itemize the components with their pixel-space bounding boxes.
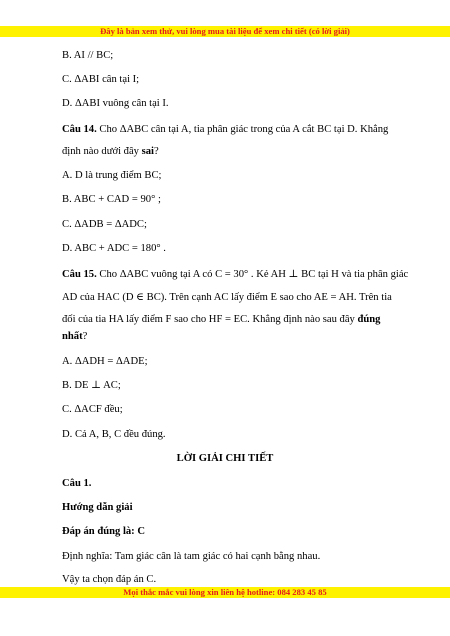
q15-question-line3 (62, 313, 380, 326)
q15-keyword2: nhất (62, 331, 83, 342)
q14-qmark: ? (153, 146, 159, 157)
q14-keyword: sai (141, 146, 154, 157)
q14-option-d: D. ABC + ADC = 180° . (62, 243, 166, 254)
q14-text2: định nào dưới đây (62, 146, 142, 157)
q14-question-line1 (62, 123, 388, 136)
q15-option-c: C. ΔACF đều; (62, 404, 123, 415)
q15-label: Câu 15. (62, 269, 97, 280)
q15-option-b: B. DE ⊥ AC; (62, 380, 121, 391)
q15-question-line1 (62, 268, 408, 281)
q15-qmark: ? (82, 331, 88, 342)
preview-banner-text: Đây là bản xem thử, vui lòng mua tài liệu để xem chi tiết (có lời giải) (100, 26, 350, 36)
hotline-banner (0, 587, 450, 598)
solution-guide-heading: Hướng dẫn giải (62, 502, 133, 513)
q14-option-a: A. D là trung điểm BC; (62, 170, 162, 181)
solution-definition: Định nghĩa: Tam giác cân là tam giác có hai cạnh bằng nhau. (62, 551, 321, 562)
q14-text: Cho ΔABC cân tại A, tia phân giác trong của A cắt BC tại D. Khẳng (96, 124, 389, 135)
solution-answer: Đáp án đúng là: C (62, 526, 146, 537)
q13-option-b: B. AI // BC; (62, 50, 114, 61)
solution-title: LỜI GIẢI CHI TIẾT (176, 453, 274, 464)
q15-question-line2: AD của HAC (D ∈ BC). Trên cạnh AC lấy điểm E sao cho AE = AH. Trên tia (62, 292, 392, 303)
q13-option-d: D. ΔABI vuông cân tại I. (62, 98, 169, 109)
q14-question-line2 (62, 145, 159, 158)
q15-text: Cho ΔABC vuông tại A có C = 30° . Kẻ AH ⊥ BC tại H và tia phân giác (96, 269, 409, 280)
q15-option-d: D. Cả A, B, C đều đúng. (62, 429, 166, 440)
hotline-banner-text: Mọi thắc mắc vui lòng xin liên hệ hotline: 084 283 45 85 (123, 587, 327, 597)
q14-option-c: C. ΔADB = ΔADC; (62, 219, 147, 230)
solution-choice: Vậy ta chọn đáp án C. (62, 574, 157, 585)
preview-banner (0, 26, 450, 37)
solution-q1-label: Câu 1. (62, 478, 92, 489)
q13-option-c: C. ΔABI cân tại I; (62, 74, 140, 85)
q14-option-b: B. ABC + CAD = 90° ; (62, 194, 161, 205)
q15-option-a: A. ΔADH = ΔADE; (62, 356, 148, 367)
q15-keyword: đúng (357, 314, 381, 325)
q14-label: Câu 14. (62, 124, 97, 135)
q15-question-line4 (62, 330, 87, 343)
q15-text3: đối của tia HA lấy điểm F sao cho HF = EC. Khẳng định nào sau đây (62, 314, 358, 325)
